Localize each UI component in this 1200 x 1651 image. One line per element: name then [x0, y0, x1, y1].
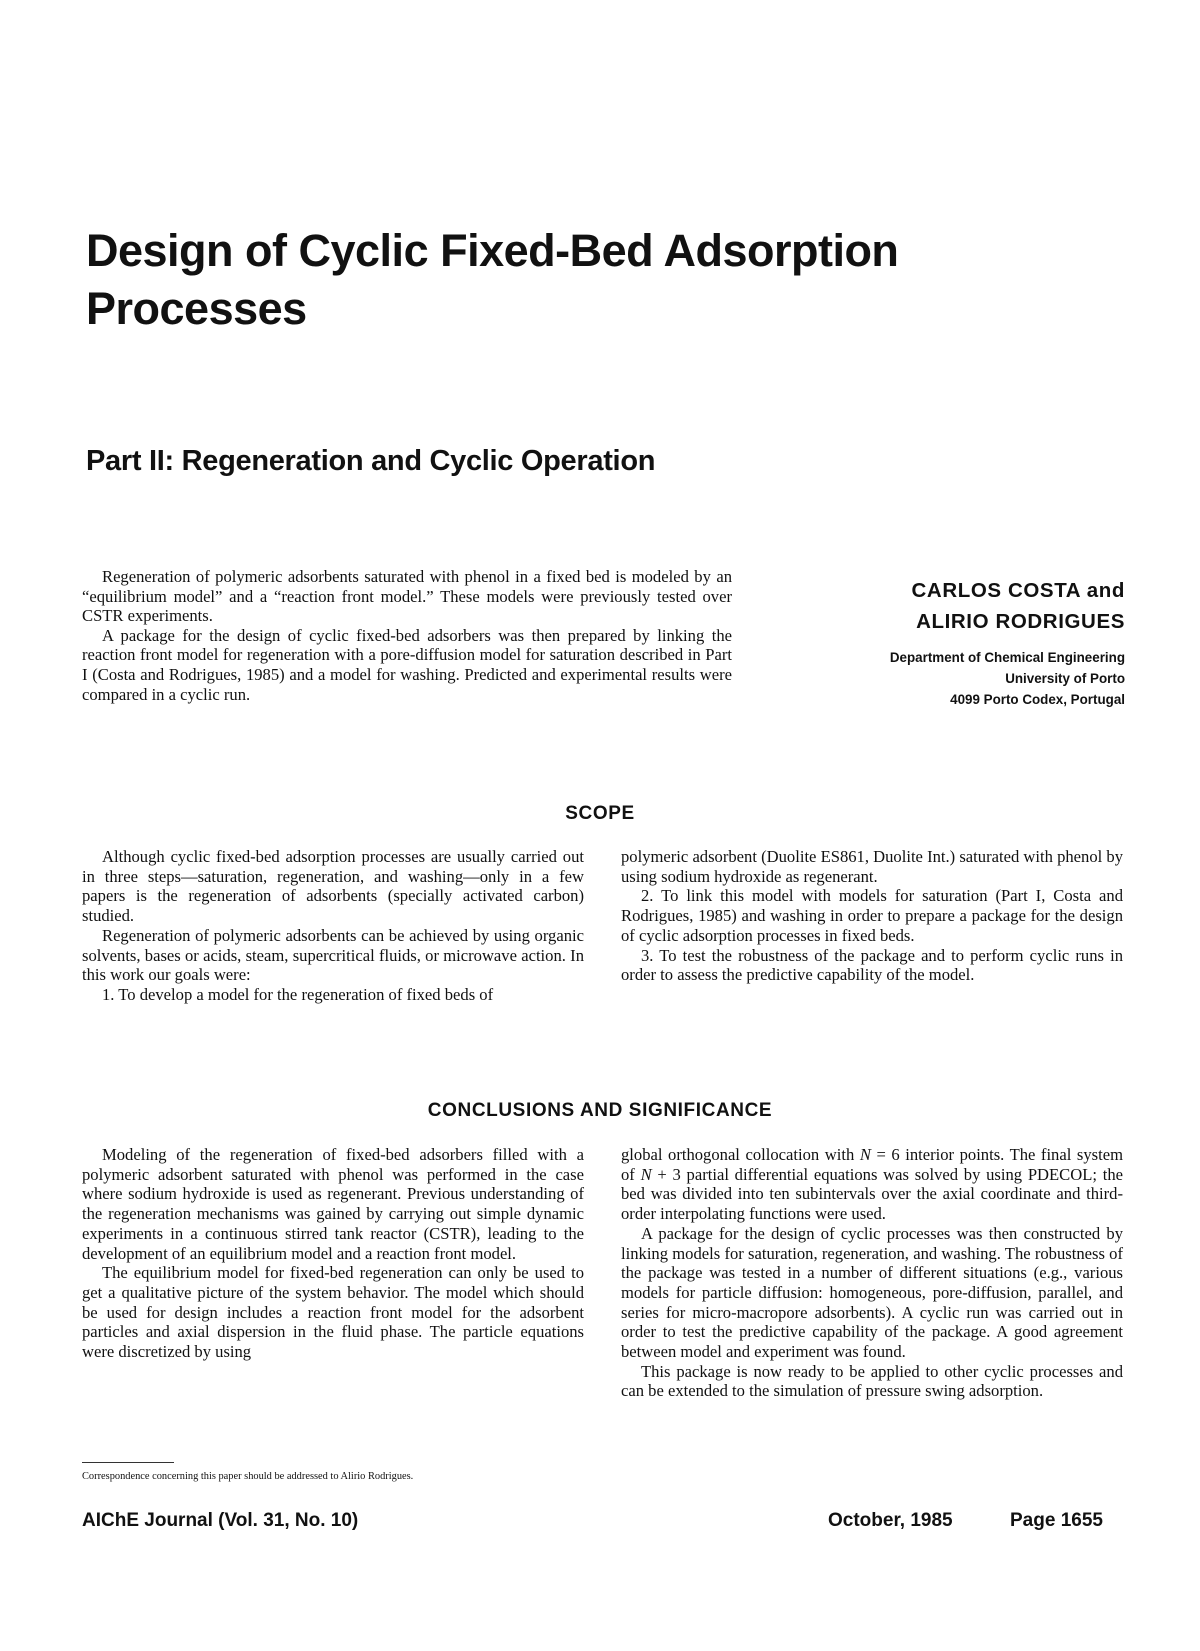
footnote-divider [82, 1462, 174, 1463]
text-run: + 3 partial differential equations was solved by using PDECOL; the bed was divided into ten subintervals over the axial coordinate and third-order interpolating functions were used. [621, 1164, 1123, 1224]
abstract-paragraph: A package for the design of cyclic fixed-bed adsorbers was then prepared by linking the reaction front model for regeneration with a pore-diffusion model for saturation described in Part I (Costa and Rodrigues, 1985) and a model for washing. Predicted and experimental results were compared in a cyclic run. [82, 625, 732, 704]
scope-goal-3: 3. To test the robustness of the package and to perform cyclic runs in order to assess the predictive capability of the model. [621, 945, 1123, 985]
author-block [760, 575, 1125, 710]
conclusions-left-column [82, 1145, 584, 1362]
author-names-line-2: ALIRIO RODRIGUES [916, 610, 1125, 633]
affiliation-university: University of Porto [1005, 671, 1125, 686]
conclusions-paragraph: This package is now ready to be applied to other cyclic processes and can be extended to the simulation of pressure swing adsorption. [621, 1361, 1123, 1401]
paper-subtitle: Part II: Regeneration and Cyclic Operation [86, 445, 656, 477]
scope-goal-2: 2. To link this model with models for saturation (Part I, Costa and Rodrigues, 1985) and washing in order to prepare a package for the design of cyclic adsorption processes in fixed beds. [621, 886, 1123, 945]
conclusions-right-column [621, 1145, 1123, 1401]
conclusions-paragraph: Modeling of the regeneration of fixed-bed adsorbers filled with a polymeric adsorbent saturated with phenol was performed in the case where sodium hydroxide is used as regenerant. Previous understanding of the regeneration mechanisms was gained by carrying out simple dynamic experiments in a continuous stirred tank reactor (CSTR), leading to the development of an equilibrium model and a reaction front model. [82, 1145, 584, 1263]
conclusions-heading: CONCLUSIONS AND SIGNIFICANCE [427, 1100, 773, 1121]
scope-paragraph: polymeric adsorbent (Duolite ES861, Duolite Int.) saturated with phenol by using sodium hydroxide as regenerant. [621, 847, 1123, 886]
scope-right-column [621, 847, 1123, 985]
footer-page-number: Page 1655 [1010, 1510, 1103, 1531]
affiliation [760, 647, 1125, 710]
scope-goal-1: 1. To develop a model for the regeneration of fixed beds of [102, 984, 494, 1004]
affiliation-department: Department of Chemical Engineering [889, 650, 1125, 665]
abstract-paragraph: Regeneration of polymeric adsorbents saturated with phenol in a fixed bed is modeled by an “equilibrium model” and a “reaction front model.” These models were previously tested over CSTR experiments. [82, 567, 732, 626]
variable-n: N [859, 1145, 871, 1164]
conclusions-paragraph: A package for the design of cyclic processes was then constructed by linking models for saturation, regeneration, and washing. The robustness of the package was tested in a number of different situations (e.g., various models for particle diffusion: homogeneous, pore-diffusion, parallel, and series for micro-macropore adsorbents). A cyclic run was carried out in order to test the predictive capability of the package. A good agreement between model and experiment was found. [621, 1223, 1123, 1362]
text-run: = 6 interior points. The final system of [621, 1145, 1123, 1184]
footer-date: October, 1985 [828, 1510, 953, 1531]
footnote: Correspondence concerning this paper should be addressed to Alirio Rodrigues. [82, 1471, 414, 1482]
scope-paragraph: Regeneration of polymeric adsorbents can be achieved by using organic solvents, bases or acids, steam, supercritical fluids, or microwave action. In this work our goals were: [82, 925, 584, 985]
conclusions-paragraph: The equilibrium model for fixed-bed regeneration can only be used to get a qualitative picture of the system behavior. The model which should be used for design includes a reaction front model for the adsorbent particles and axial dispersion in the fluid phase. The particle equations were discretized by using [82, 1263, 584, 1362]
footer-journal: AIChE Journal (Vol. 31, No. 10) [82, 1510, 359, 1531]
paper-title: Design of Cyclic Fixed-Bed Adsorption Processes [86, 225, 899, 334]
abstract [82, 567, 732, 704]
scope-heading: SCOPE [565, 803, 635, 824]
affiliation-address: 4099 Porto Codex, Portugal [950, 692, 1125, 707]
scope-left-column [82, 847, 584, 1005]
scope-paragraph: Although cyclic fixed-bed adsorption processes are usually carried out in three steps—saturation, regeneration, and washing—only in a few papers is the regeneration of adsorbents (specially activated carbon) studied. [82, 847, 584, 926]
text-run: global orthogonal collocation with [621, 1145, 860, 1164]
variable-n: N [640, 1164, 652, 1184]
conclusions-paragraph [621, 1145, 1123, 1224]
author-names-line-1: CARLOS COSTA and [911, 579, 1125, 602]
